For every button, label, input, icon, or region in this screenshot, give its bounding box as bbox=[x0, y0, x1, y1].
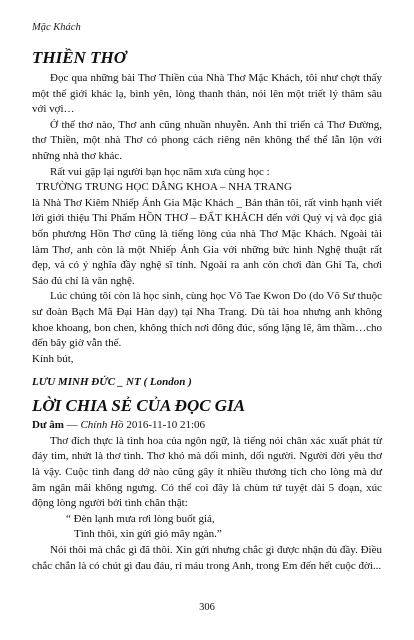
paragraph: Rất vui gặp lại người bạn học năm xưa cùng học : bbox=[50, 165, 270, 178]
page-content bbox=[32, 48, 382, 574]
paragraph: Ở thể thơ nào, Thơ anh cũng nhuần nhuyễn. Anh thi triển cả Thơ Đường, thơ Thiền, một nhà Thơ có phong cách riêng nên không thể thể lẫn lộn với những nhà thơ khác. bbox=[32, 118, 382, 162]
paragraph: Thơ đích thực là tình hoa của ngôn ngữ, là tiếng nói chân xác xuất phát từ đáy tim, nhứt là thơ tình. Thơ khó mà dối mình, dối người. Người đời yêu thơ là vậy. Cuộc tình đang dở nào cũng gây ít nhiều thương tích cho lòng mà dư âm ngân mãi không ngưng. Có thể coi đây là chùm tứ tuyệt dài 5 đoạn, xúc động lòng người bởi tình chân thật: bbox=[32, 434, 382, 510]
page-number: 306 bbox=[199, 602, 215, 613]
comment-meta bbox=[32, 418, 382, 434]
section-title-loi-chia-se: LỜI CHIA SẺ CỦA ĐỌC GIA bbox=[32, 396, 246, 416]
comment-author: Chính Hồ bbox=[80, 419, 124, 432]
poem-quote bbox=[32, 512, 382, 543]
paragraph: Đọc qua những bài Thơ Thiền của Nhà Thơ Mặc Khách, tôi như chợt thấy một thế giới khác lạ, bình yên, lòng thanh thản, nói lên một triết lý thâm sâu với vợi… bbox=[32, 72, 382, 116]
poem-line: Tình thôi, xin gửi gió mây ngàn.” bbox=[74, 528, 222, 541]
school-name-line: TRƯỜNG TRUNG HỌC DÂNG KHOA – NHA TRANG bbox=[36, 181, 292, 194]
meta-dash: — bbox=[63, 419, 81, 432]
comment-date: 2016-11-10 21:06 bbox=[123, 419, 206, 432]
closing-salutation: Kính bút, bbox=[32, 352, 74, 365]
poem-line: “ Đèn lạnh mưa rơi lòng buốt giá, bbox=[66, 512, 215, 525]
paragraph: là Nhà Thơ Kiêm Nhiếp Ảnh Gia Mặc Khách _ Bản thân tôi, rất vinh hạnh viết lời giới thiệu Thi Phẩm HỒN THƠ – ĐẤT KHÁCH đến với Quý vị và đọc giả bốn phương Hồn Thơ cũng là tiếng lòng của nhà Thơ Mặc Khách. Ngoài tài làm Thơ, anh còn là một Nhiếp Ảnh Gia với những bức hình Nghệ thuật rất đẹp, và có ý nghĩa đầy nghệ sĩ tính. Ngoài ra anh còn chơi đàn Ghi Ta, chơi Sáo đủ chỉ là văn nghệ. bbox=[32, 196, 382, 287]
running-head: Mặc Khách bbox=[32, 22, 81, 33]
paragraph: Nói thôi mà chắc gì đã thôi. Xin gửi nhưng chắc gì được nhận đủ đầy. Điều chắc chắn là có chút gì đau đáu, rỉ máu trong Anh, trong Em đến hết cuộc đời... bbox=[32, 544, 382, 572]
section-title-thien-tho: THIỀN THƠ bbox=[32, 48, 126, 67]
comment-title: Dư âm bbox=[32, 419, 64, 432]
author-signature: LƯU MINH ĐỨC _ NT ( London ) bbox=[32, 376, 192, 389]
paragraph: Lúc chúng tôi còn là học sinh, cùng học Võ Tae Kwon Do (do Võ Sư thuộc sư đoàn Bạch Mã Đại Hàn dạy) tại Nha Trang. Dù tài hoa nhưng anh không khoe khoang, bon chen, không thích nơi đông đúc, sống lặng lẽ, âm thầm…cho đến bây giờ vẫn thế. bbox=[32, 290, 382, 350]
